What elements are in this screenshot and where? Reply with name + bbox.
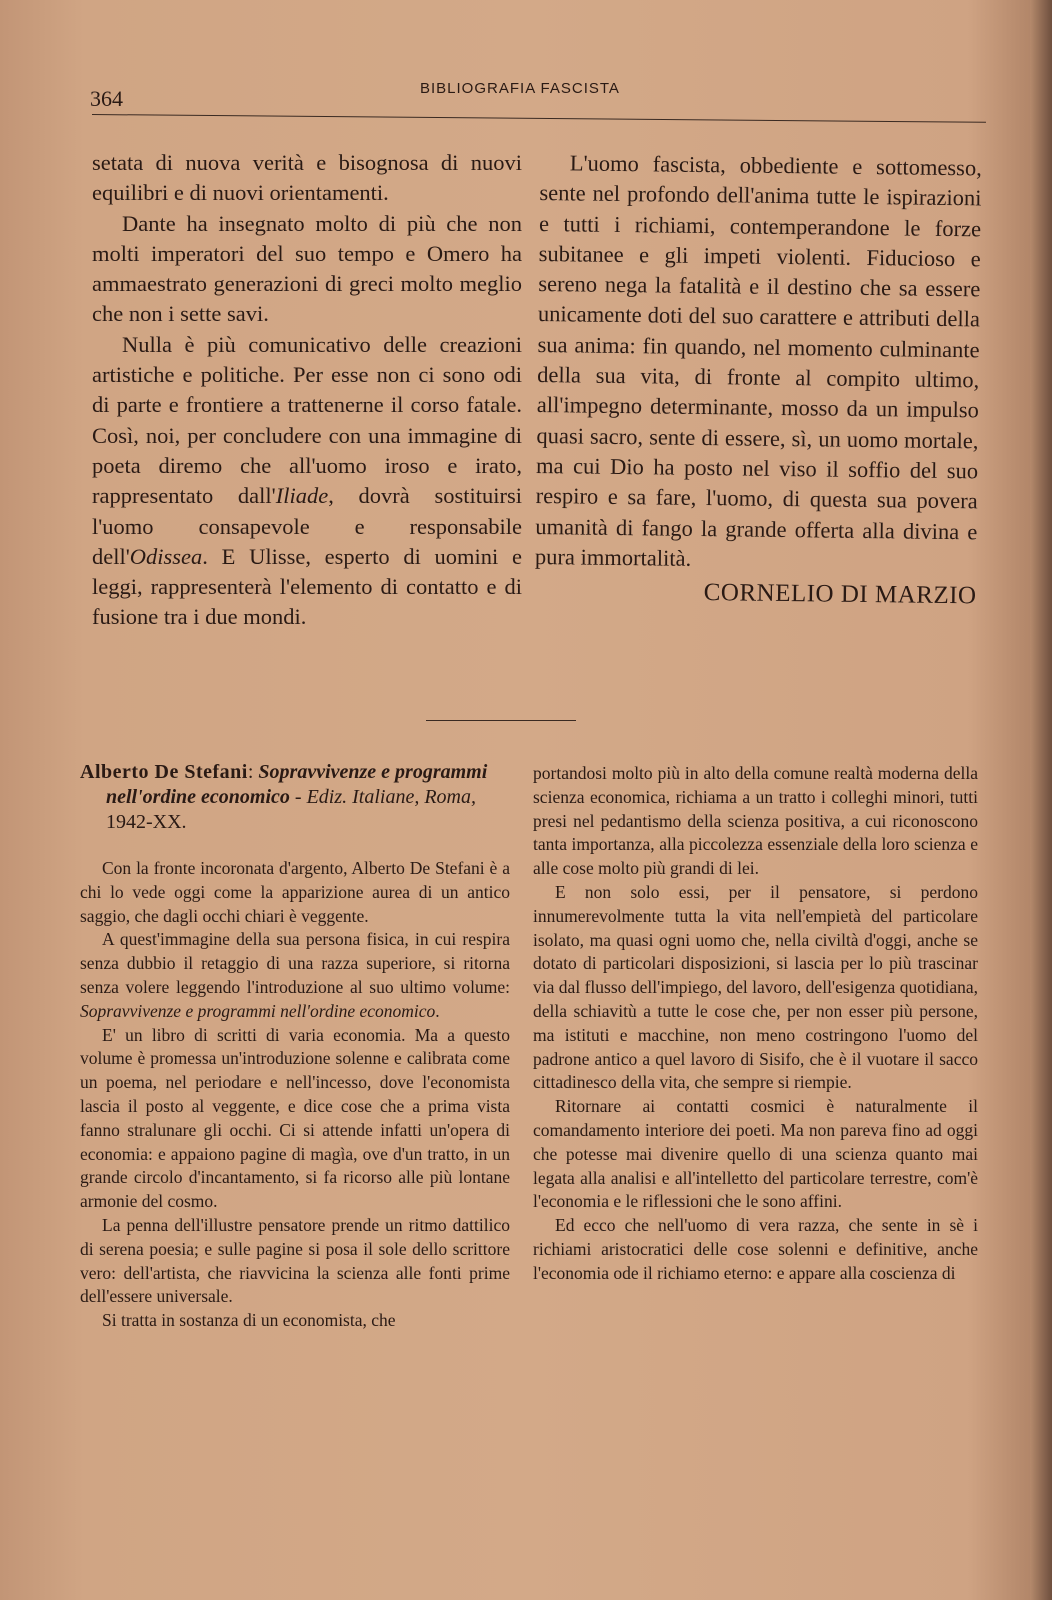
article-left-column bbox=[92, 148, 522, 633]
page-number: 364 bbox=[90, 86, 123, 111]
review-entry-heading bbox=[80, 760, 510, 835]
text-run: A quest'immagine della sua persona fisica, in cui respira senza dubbio il retaggio di una razza superiore, si ritorna senza volere leggendo l'introduzione al suo ultimo volume: bbox=[80, 929, 510, 997]
paragraph: Si tratta in sostanza di un economista, che bbox=[102, 1310, 396, 1331]
paragraph bbox=[80, 928, 510, 1023]
paragraph: setata di nuova verità e bisognosa di nuovi equilibri e di nuovi orientamenti. bbox=[92, 150, 522, 206]
author-signature: CORNELIO DI MARZIO bbox=[703, 579, 977, 610]
review-author: Alberto De Stefani bbox=[80, 761, 248, 783]
text-run: , dovrà sostituirsi l'uomo consapevole e responsabile dell' bbox=[92, 483, 522, 569]
paragraph: Dante ha insegnato molto di più che non molti imperatori del suo tempo e Omero ha ammaestrato generazioni di greci molto meglio che non i sette savi. bbox=[92, 210, 522, 327]
review-year: 1942-XX. bbox=[106, 811, 187, 833]
paragraph: E' un libro di scritti di varia economia. Ma a questo volume è promessa un'introduzione solenne e calibrata come un poema, nel periodare e nell'incesso, dove l'economista lascia il posto al veggente, e dice cose che a prima vista fanno stralunare gli occhi. Ci si attende infatti un'opera di economia: e appaiono pagine di magìa, ove d'un tratto, in un grande circolo d'incantamento, si fa ricorso alle più lontane armonie del cosmo. bbox=[80, 1024, 510, 1212]
page-header bbox=[90, 80, 990, 120]
text-run: : bbox=[247, 761, 259, 783]
book-title-odissea: Odissea bbox=[129, 543, 203, 569]
text-run: . bbox=[435, 1000, 440, 1021]
paragraph: Ed ecco che nell'uomo di vera razza, che sente in sè i richiami aristocratici delle cose solenni e definitive, anche l'economia ode il richiamo eterno: e appare alla coscienza di bbox=[533, 1215, 978, 1283]
text-run: - bbox=[289, 786, 307, 808]
running-title: BIBLIOGRAFIA FASCISTA bbox=[420, 80, 620, 97]
section-divider bbox=[426, 720, 576, 721]
review-publisher: Ediz. Italiane, Roma, bbox=[306, 786, 476, 808]
review-book-title: Sopravvivenze e programmi nell'ordine economico bbox=[106, 761, 488, 808]
book-title-iliade: Iliade bbox=[275, 483, 329, 509]
article-right-column bbox=[534, 148, 982, 612]
text-run: . E Ulisse, esperto di uomini e leggi, rappresenterà l'elemento di contatto e di fusione tra i due mondi. bbox=[92, 543, 522, 630]
book-title-inline: Sopravvivenze e programmi nell'ordine economico bbox=[80, 1000, 436, 1021]
paragraph: Ritornare ai contatti cosmici è naturalmente il comandamento interiore dei poeti. Ma non pareva fino ad oggi che potesse mai divenire quello di una scienza quanto mai legata alla analisi e all'intelletto del particolare terrestre, com'è l'economia e le riflessioni che le sono affini. bbox=[533, 1096, 978, 1212]
paragraph bbox=[92, 330, 522, 633]
review-left-column bbox=[80, 760, 510, 1333]
page-edge bbox=[1030, 0, 1052, 1600]
text-run: Nulla è più comunicativo delle creazioni artistiche e politiche. Per esse non ci sono odi di parte e frontiere a trattenerne il corso fatale. Così, noi, per concludere con una immagine di poeta diremo che all'uomo iroso e irato, rappresentato dall' bbox=[92, 331, 522, 509]
paragraph: E non solo essi, per il pensatore, si perdono innumerevolmente tutta la vita nell'empietà del particolare isolato, ma quasi ogni uomo che, nella civiltà d'oggi, anche se dotato di particolari disposizioni, si lascia per lo più trascinar via dal flusso dell'impiego, del lavoro, dell'esigenza quotidiana, della schiavitù a tutte le cose che, per non esser più persone, ma istituti e macchine, non meno costringono l'uomo del padrone antico a quel lavoro di Sisifo, che è il vuotare il sacco cittadinesco della vita, che sempre si riempie. bbox=[533, 881, 978, 1093]
paragraph: Con la fronte incoronata d'argento, Alberto De Stefani è a chi lo vede oggi come la apparizione aurea di un antico saggio, che dagli occhi chiari è veggente. bbox=[80, 858, 510, 926]
paragraph: La penna dell'illustre pensatore prende un ritmo dattilico di serena poesia; e sulle pagine si posa il sole dello scrittore vero: dell'artista, che riavvicina la scienza alle fonti prime dell'essere universale. bbox=[80, 1214, 510, 1307]
paragraph: L'uomo fascista, obbediente e sottomesso, sente nel profondo dell'anima tutte le ispirazioni e tutti i richiami, contemperandone le forze subitanee e gli impeti violenti. Fiducioso e sereno nega la fatalità e il destino che sa essere unicamente doti del suo carattere e attributi della sua anima: fin quando, nel momento culminante della sua vita, di fronte al compito ultimo, all'impegno determinante, mosso da un impulso quasi sacro, sente di essere, sì, un uomo mortale, ma cui Dio ha posto nel viso il soffio del suo respiro e sa fare, l'uomo, di questa sua povera umanità di fango la grande offerta alla divina e pura immortalità. bbox=[534, 150, 982, 571]
paragraph: portandosi molto più in alto della comune realtà moderna della scienza economica, richiama a un tratto i colleghi minori, tutti presi nel pedantismo della scienza positiva, a cui riconoscono tanta importanza, alla piccolezza essenziale della loro scienza e alle cose molto più grandi di lei. bbox=[533, 763, 978, 879]
review-right-column bbox=[533, 762, 978, 1286]
